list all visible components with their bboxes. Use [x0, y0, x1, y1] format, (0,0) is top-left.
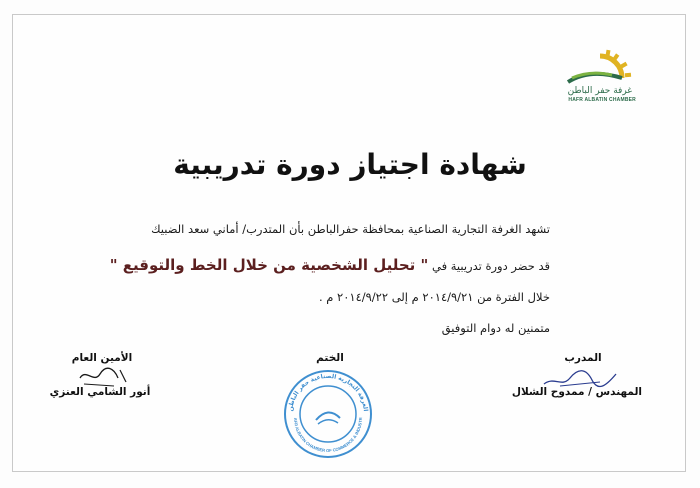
certificate-line-attestation: تشهد الغرفة التجارية الصناعية بمحافظة حفرالباطن بأن المتدرب/ أماني سعد الضبيك	[151, 222, 550, 236]
trainer-name: المهندس / ممدوح الشلال	[511, 386, 642, 398]
certificate-line-wishes: متمنين له دوام التوفيق	[441, 321, 550, 335]
svg-text:HAFR ALBATIN CHAMBER OF COMMER: AFR ALBATIN CHAMBER OF COMMERCE & INDUSTR	[292, 417, 364, 454]
certificate-line-period: خلال الفترة من ٢٠١٤/٩/٢١ م إلى ٢٠١٤/٩/٢٢ م .	[318, 290, 550, 304]
svg-text:الغرفة التجارية الصناعية حفر ا: الغرفة التجارية الصناعية حفر الباطن	[287, 372, 369, 412]
stamp-label: الختم	[316, 352, 344, 364]
secretary-name: أنور الشامي العنزي	[49, 386, 151, 398]
logo-english-name: HAFR ALBATIN CHAMBER	[568, 97, 636, 103]
certificate-line-course	[110, 256, 550, 274]
certificate-title: شهادة اجتياز دورة تدريبية	[173, 148, 527, 181]
chamber-stamp-icon	[282, 368, 374, 460]
logo-arabic-name: غرفة حفر الباطن	[567, 86, 632, 96]
secretary-label: الأمين العام	[71, 352, 133, 364]
trainer-label: المدرب	[564, 352, 602, 364]
course-name: " تحليل الشخصية من خلال الخط والتوقيع "	[109, 256, 429, 274]
course-prefix: قد حضر دورة تدريبية في	[431, 259, 550, 273]
